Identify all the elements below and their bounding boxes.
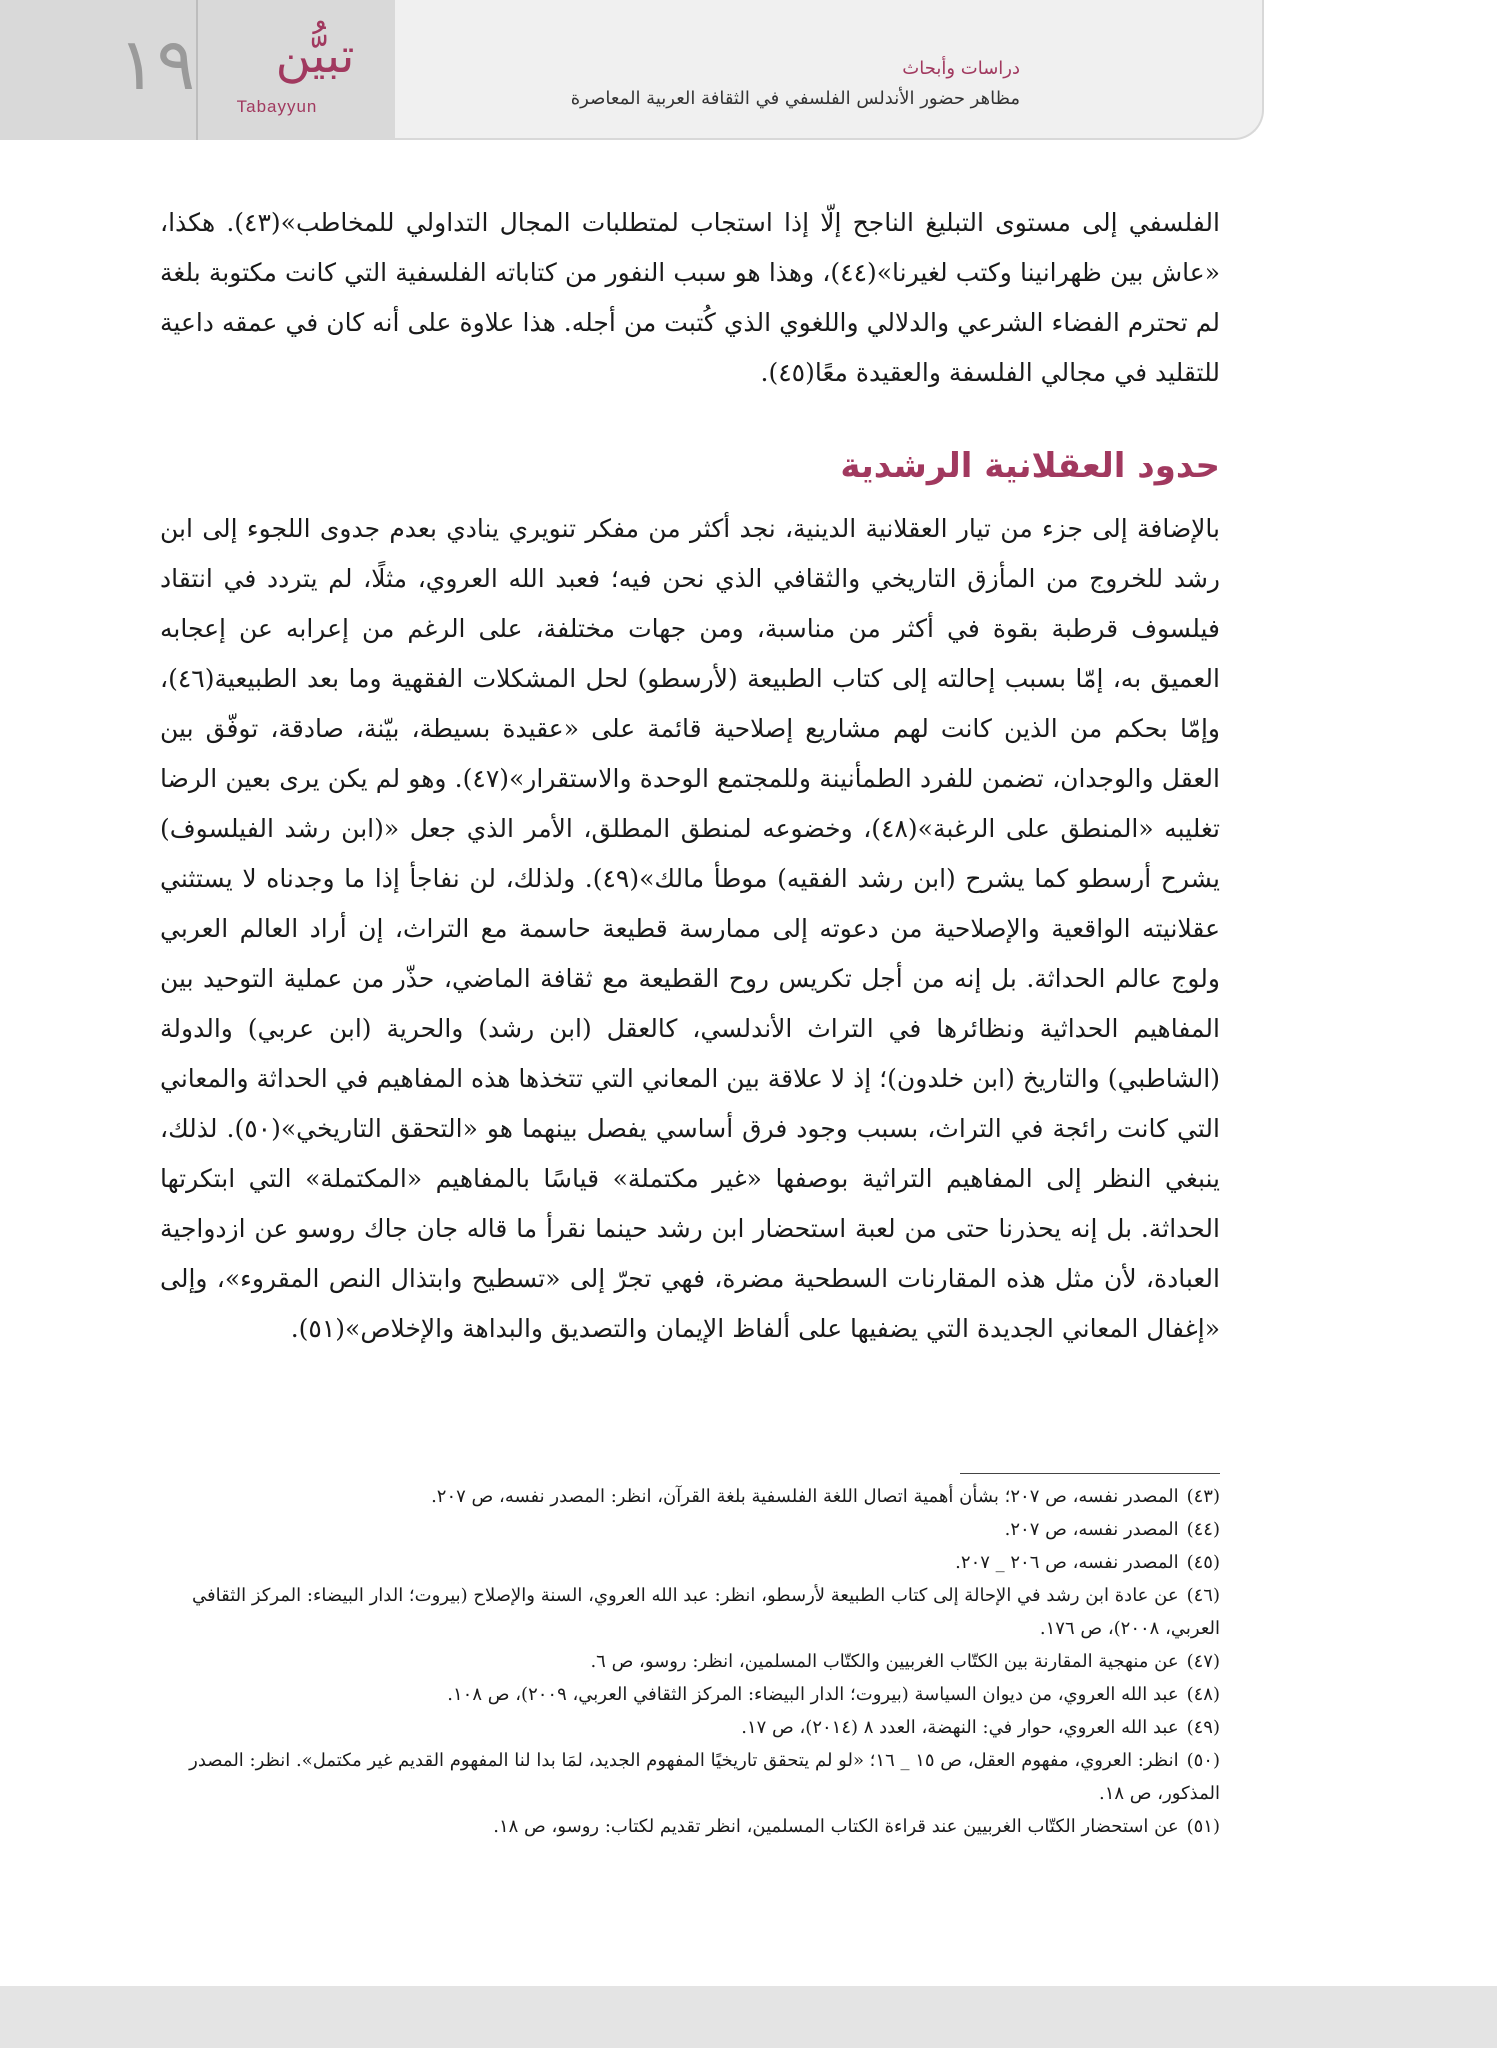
page-number: ١٩ [118, 22, 196, 106]
page-footer-band [0, 1986, 1497, 2048]
footnote-item: (٤٩)عبد الله العروي، حوار في: النهضة، العدد ٨ (٢٠١٤)، ص ١٧. [741, 1717, 1220, 1738]
running-title: مظاهر حضور الأندلس الفلسفي في الثقافة العربية المعاصرة [570, 88, 1020, 109]
main-content [160, 198, 1220, 1354]
section-label: دراسات وأبحاث [902, 58, 1020, 79]
logo-arabic: تبيُّن [275, 28, 355, 84]
footnote-item: (٥٠)انظر: العروي، مفهوم العقل، ص ١٥ _ ١٦؛ «لو لم يتحقق تاريخيًا المفهوم الجديد، لمَا بدا لنا المفهوم القديم غير مكتمل». انظر: المصدر المذكور، ص ١٨. [189, 1750, 1220, 1804]
paragraph-1: الفلسفي إلى مستوى التبليغ الناجح إلّا إذا استجاب لمتطلبات المجال التداولي للمخاطب»(٤٣). هكذا، «عاش بين ظهرانينا وكتب لغيرنا»(٤٤)، وهذا هو سبب النفور من كتاباته الفلسفية التي كانت مكتوبة بلغة لم تحترم الفضاء الشرعي والدلالي واللغوي الذي كُتبت من أجله. هذا علاوة على أنه كان في عمقه داعية للتقليد في مجالي الفلسفة والعقيدة معًا(٤٥). [160, 208, 1220, 387]
footnote-item: (٤٥)المصدر نفسه، ص ٢٠٦ _ ٢٠٧. [955, 1552, 1220, 1573]
tabayyun-logo [215, 14, 390, 132]
footnotes [160, 1480, 1220, 1843]
footnote-item: (٤٣)المصدر نفسه، ص ٢٠٧؛ بشأن أهمية اتصال اللغة الفلسفية بلغة القرآن، انظر: المصدر نفسه، ص ٢٠٧. [431, 1486, 1220, 1507]
footnote-item: (٤٨)عبد الله العروي، من ديوان السياسة (بيروت؛ الدار البيضاء: المركز الثقافي العربي، ٢٠٠٩)، ص ١٠٨. [447, 1684, 1220, 1705]
footnote-item: (٤٤)المصدر نفسه، ص ٢٠٧. [1004, 1519, 1220, 1540]
section-heading: حدود العقلانية الرشدية [840, 446, 1220, 486]
footnote-item: (٤٧)عن منهجية المقارنة بين الكتّاب الغربيين والكتّاب المسلمين، انظر: روسو، ص ٦. [590, 1651, 1220, 1672]
divider [196, 0, 198, 140]
footnote-rule [960, 1473, 1220, 1474]
footnote-item: (٥١)عن استحضار الكتّاب الغربيين عند قراءة الكتاب المسلمين، انظر تقديم لكتاب: روسو، ص ١٨. [493, 1816, 1220, 1837]
page-number-box [0, 0, 395, 140]
paragraph-2: بالإضافة إلى جزء من تيار العقلانية الدينية، نجد أكثر من مفكر تنويري ينادي بعدم جدوى اللجوء إلى ابن رشد للخروج من المأزق التاريخي والثقافي الذي نحن فيه؛ فعبد الله العروي، مثلًا، لم يتردد في انتقاد فيلسوف قرطبة بقوة في أكثر من مناسبة، ومن جهات مختلفة، على الرغم من إعرابه عن إعجابه العميق به، إمّا بسبب إحالته إلى كتاب الطبيعة (لأرسطو) لحل المشكلات الفقهية وما بعد الطبيعية(٤٦)، وإمّا بحكم من الذين كانت لهم مشاريع إصلاحية قائمة على «عقيدة بسيطة، بيّنة، صادقة، توفّق بين العقل والوجدان، تضمن للفرد الطمأنينة وللمجتمع الوحدة والاستقرار»(٤٧). وهو لم يكن يرى بعين الرضا تغليبه «المنطق على الرغبة»(٤٨)، وخضوعه لمنطق المطلق، الأمر الذي جعل «(ابن رشد الفيلسوف) يشرح أرسطو كما يشرح (ابن رشد الفقيه) موطأ مالك»(٤٩). ولذلك، لن نفاجأ إذا ما وجدناه لا يستثني عقلانيته الواقعية والإصلاحية من دعوته إلى ممارسة قطيعة حاسمة مع التراث، إن أراد العالم العربي ولوج عالم الحداثة. بل إنه من أجل تكريس روح القطيعة مع ثقافة الماضي، حذّر من عملية التوحيد بين المفاهيم الحداثية ونظائرها في التراث الأندلسي، كالعقل (ابن رشد) والحرية (ابن عربي) والدولة (الشاطبي) والتاريخ (ابن خلدون)؛ إذ لا علاقة بين المعاني التي تتخذها هذه المفاهيم في الحداثة والمعاني التي كانت رائجة في التراث، بسبب وجود فرق أساسي يفصل بينهما هو «التحقق التاريخي»(٥٠). لذلك، ينبغي النظر إلى المفاهيم التراثية بوصفها «غير مكتملة» قياسًا بالمفاهيم «المكتملة» التي ابتكرتها الحداثة. بل إنه يحذرنا حتى من لعبة استحضار ابن رشد حينما نقرأ ما قاله جان جاك روسو عن ازدواجية العبادة، لأن مثل هذه المقارنات السطحية مضرة، فهي تجرّ إلى «تسطيح وابتذال النص المقروء»، وإلى «إغفال المعاني الجديدة التي يضفيها على ألفاظ الإيمان والتصديق والبداهة والإخلاص»(٥١). [160, 514, 1221, 1343]
logo-icon [215, 14, 390, 132]
logo-text: Tabayyun [236, 97, 318, 116]
footnote-item: (٤٦)عن عادة ابن رشد في الإحالة إلى كتاب الطبيعة لأرسطو، انظر: عبد الله العروي، السنة والإصلاح (بيروت؛ الدار البيضاء: المركز الثقافي العربي، ٢٠٠٨)، ص ١٧٦. [192, 1585, 1220, 1639]
